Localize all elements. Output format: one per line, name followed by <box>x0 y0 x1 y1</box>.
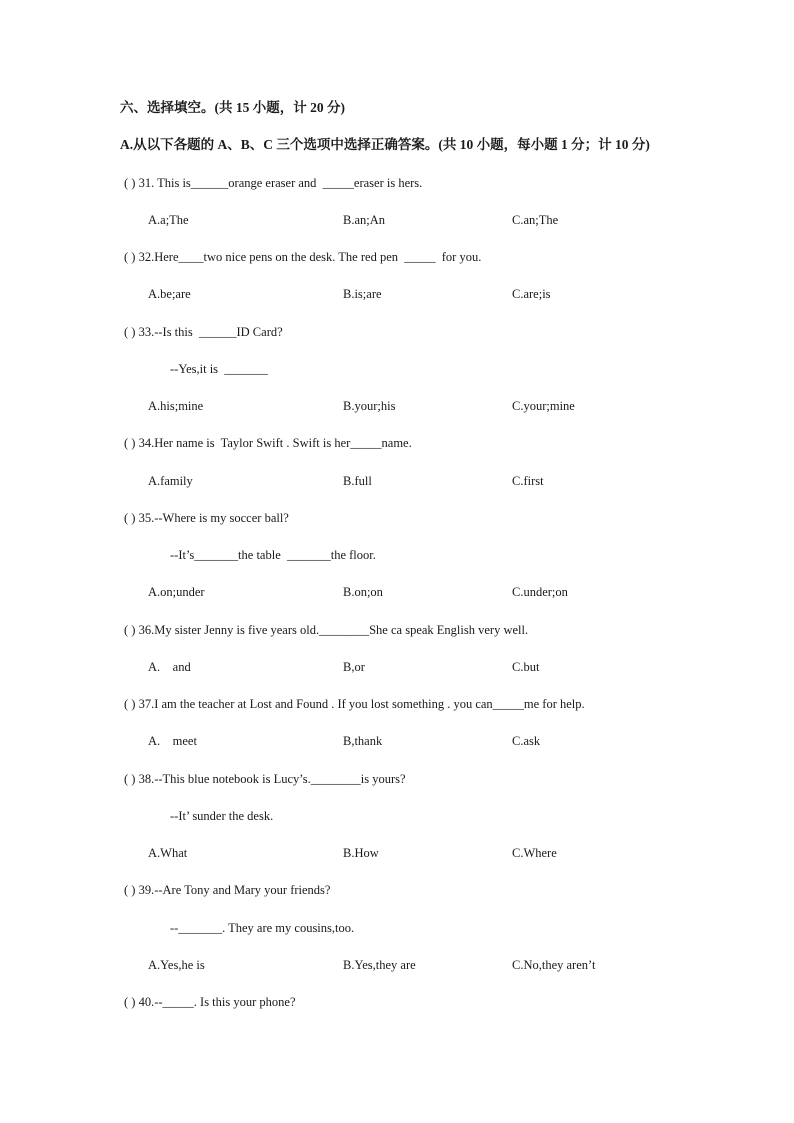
question-35-stem: ( ) 35.--Where is my soccer ball? <box>124 511 289 525</box>
question-31-option-c: C.an;The <box>512 213 559 227</box>
question-32-stem: ( ) 32.Here____two nice pens on the desk. The red pen _____ for you. <box>124 250 482 264</box>
question-39-reply: --_______. They are my cousins,too. <box>170 921 355 935</box>
question-34-option-a: A.family <box>148 474 193 488</box>
page-title: 六、选择填空。(共 15 小题，计 20 分) <box>120 100 345 115</box>
question-39-option-b: B.Yes,they are <box>343 958 416 972</box>
question-35-option-a: A.on;under <box>148 585 205 599</box>
question-35-reply: --It’s_______the table _______the floor. <box>170 548 376 562</box>
question-39-option-c: C.No,they aren’t <box>512 958 596 972</box>
question-36-option-a: A. and <box>148 660 191 674</box>
question-36-stem: ( ) 36.My sister Jenny is five years old.________She ca speak English very well. <box>124 623 529 637</box>
question-38-option-b: B.How <box>343 846 379 860</box>
question-37-option-c: C.ask <box>512 734 541 748</box>
question-37-stem: ( ) 37.I am the teacher at Lost and Found . If you lost something . you can_____me for help. <box>124 697 585 711</box>
question-38-option-a: A.What <box>148 846 188 860</box>
question-37-option-a: A. meet <box>148 734 197 748</box>
question-35-option-c: C.under;on <box>512 585 568 599</box>
question-33-option-b: B.your;his <box>343 399 396 413</box>
question-32-option-c: C.are;is <box>512 287 551 301</box>
question-38-reply: --It’ sunder the desk. <box>170 809 274 823</box>
question-31-option-a: A.a;The <box>148 213 189 227</box>
question-34-stem: ( ) 34.Her name is Taylor Swift . Swift is her_____name. <box>124 436 412 450</box>
question-37-option-b: B,thank <box>343 734 383 748</box>
question-39-stem: ( ) 39.--Are Tony and Mary your friends? <box>124 883 331 897</box>
question-33-option-c: C.your;mine <box>512 399 575 413</box>
question-36-option-b: B,or <box>343 660 365 674</box>
question-31-stem: ( ) 31. This is______orange eraser and _____eraser is hers. <box>124 176 423 190</box>
question-33-option-a: A.his;mine <box>148 399 204 413</box>
question-38-option-c: C.Where <box>512 846 557 860</box>
question-40-stem: ( ) 40.--_____. Is this your phone? <box>124 995 296 1009</box>
question-34-option-c: C.first <box>512 474 544 488</box>
question-35-option-b: B.on;on <box>343 585 383 599</box>
question-32-option-a: A.be;are <box>148 287 191 301</box>
question-32-option-b: B.is;are <box>343 287 382 301</box>
question-34-option-b: B.full <box>343 474 372 488</box>
question-39-option-a: A.Yes,he is <box>148 958 205 972</box>
question-38-stem: ( ) 38.--This blue notebook is Lucy’s.________is yours? <box>124 772 406 786</box>
question-33-reply: --Yes,it is _______ <box>170 362 269 376</box>
question-33-stem: ( ) 33.--Is this ______ID Card? <box>124 325 283 339</box>
part-a-instruction: A.从以下各题的 A、B、C 三个选项中选择正确答案。(共 10 小题，每小题 1 分；计 10 分) <box>120 137 650 152</box>
question-31-option-b: B.an;An <box>343 213 386 227</box>
question-36-option-c: C.but <box>512 660 540 674</box>
